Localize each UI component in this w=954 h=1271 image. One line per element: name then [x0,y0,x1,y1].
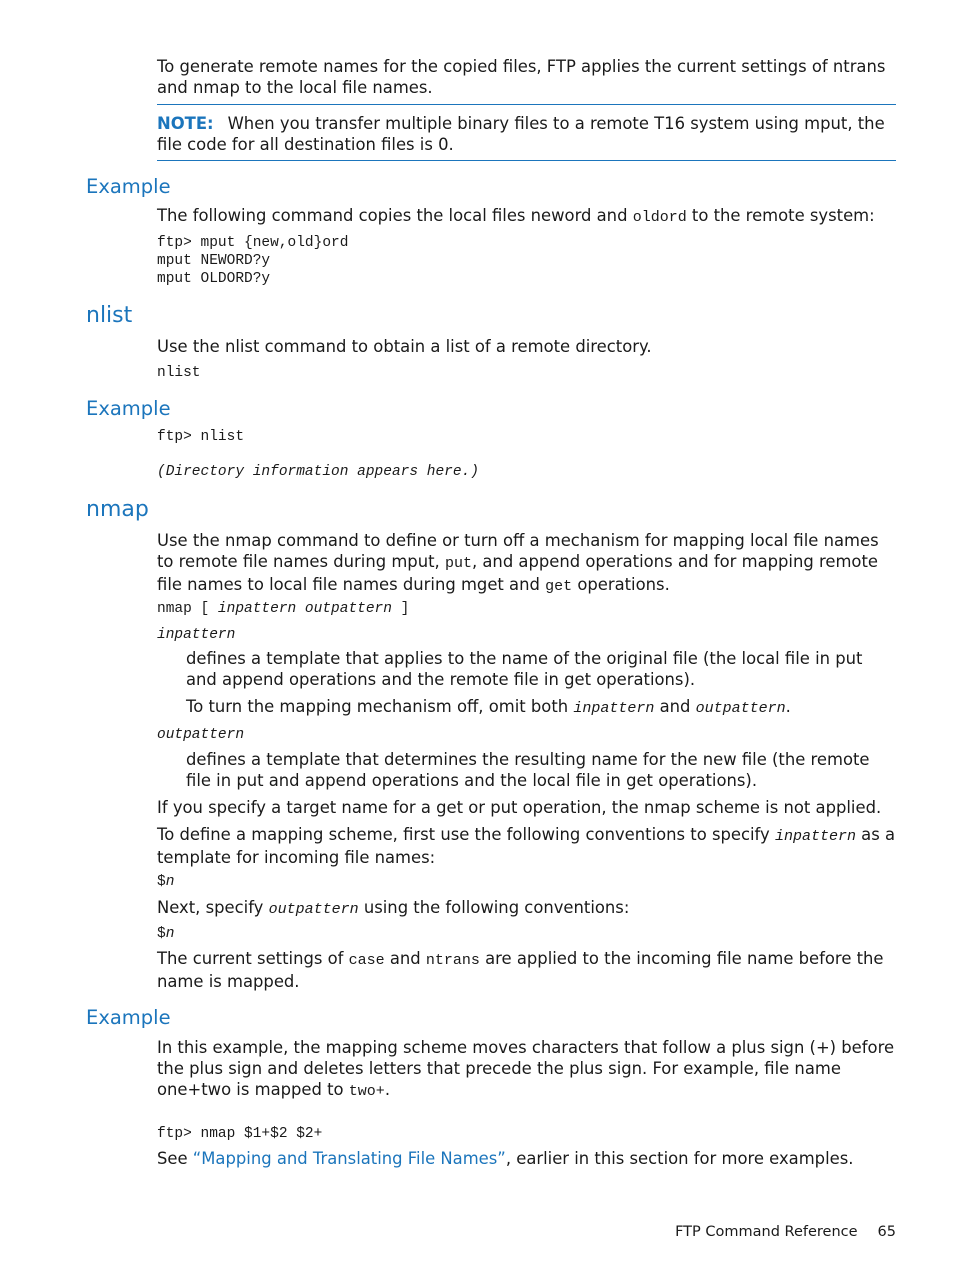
mput-example-heading: Example [86,175,171,198]
nmap-syntax: nmap [ inpattern outpattern ] [157,601,410,617]
footer-title: FTP Command Reference [675,1224,858,1240]
next-specify-text: Next, specify outpattern using the following conventions: [157,898,630,918]
inline-code-outpattern: outpattern [695,700,786,717]
note-top-rule [157,104,896,105]
inline-code-oldord: oldord [632,209,687,226]
inline-code-inpattern: inpattern [573,700,655,717]
see-also-text: See “Mapping and Translating File Names”, earlier in this section for more examples. [157,1149,854,1168]
target-name-note: If you specify a target name for a get or put operation, the nmap scheme is not applied. [157,798,882,817]
page-number: 65 [877,1224,896,1240]
inpattern-definition: defines a template that applies to the name of the original file (the local file in put and append operations and the remote file in get operations). [186,649,863,689]
nlist-description: Use the nlist command to obtain a list of a remote directory. [157,337,652,356]
nmap-syntax-params: inpattern outpattern [217,601,392,617]
inline-code-get: get [545,578,573,595]
nmap-example-code: ftp> nmap $1+$2 $2+ [157,1126,323,1142]
outpattern-term: outpattern [157,727,245,743]
define-scheme-text: To define a mapping scheme, first use the following conventions to specify inpattern as a template for incoming file names: [157,825,896,867]
mapping-off-text: To turn the mapping mechanism off, omit both inpattern and outpattern. [186,697,791,717]
inline-code-two-plus: two+ [348,1083,385,1100]
note-label: NOTE: [157,114,214,133]
nlist-syntax: nlist [157,365,201,381]
note-text: When you transfer multiple binary files to a remote T16 system using mput, the file code for all destination files is 0. [157,114,885,154]
nmap-example-text: In this example, the mapping scheme moves characters that follow a plus sign (+) before the plus sign and deletes letters that precede the plus sign. For example, file name one+two is mapped to two+. [157,1038,895,1100]
inpattern-convention: $n [157,874,175,890]
inline-code-put: put [444,555,472,572]
nlist-example-heading: Example [86,397,171,420]
intro-paragraph: To generate remote names for the copied files, FTP applies the current settings of ntrans and nmap to the local file names. [157,57,886,97]
nmap-example-heading: Example [86,1006,171,1029]
inpattern-term: inpattern [157,627,236,643]
inline-code-inpattern-2: inpattern [774,828,856,845]
page-footer [675,1222,896,1242]
nlist-example-code: ftp> nlist [157,429,245,445]
mput-example-text: The following command copies the local files neword and oldord to the remote system: [157,206,875,226]
note-paragraph [157,113,897,155]
inline-code-case: case [348,952,385,969]
mapping-file-names-link[interactable]: “Mapping and Translating File Names” [192,1149,506,1168]
nmap-heading: nmap [86,497,149,522]
inline-code-outpattern-2: outpattern [268,901,359,918]
nlist-example-output: (Directory information appears here.) [157,464,479,480]
nlist-heading: nlist [86,303,133,328]
nmap-description: Use the nmap command to define or turn off a mechanism for mapping local file names to remote file names during mput, put, and append operations and for mapping remote file names to local file names during mget and get operations. [157,531,879,595]
note-bottom-rule [157,160,896,161]
outpattern-definition: defines a template that determines the resulting name for the new file (the remote file in put and append operations and the local file in get operations). [186,750,870,790]
inline-code-ntrans: ntrans [425,952,480,969]
mput-example-code: ftp> mput {new,old}ord mput NEWORD?y mput OLDORD?y [157,235,349,287]
outpattern-convention: $n [157,926,175,942]
current-settings-text: The current settings of case and ntrans are applied to the incoming file name before the name is mapped. [157,949,884,991]
